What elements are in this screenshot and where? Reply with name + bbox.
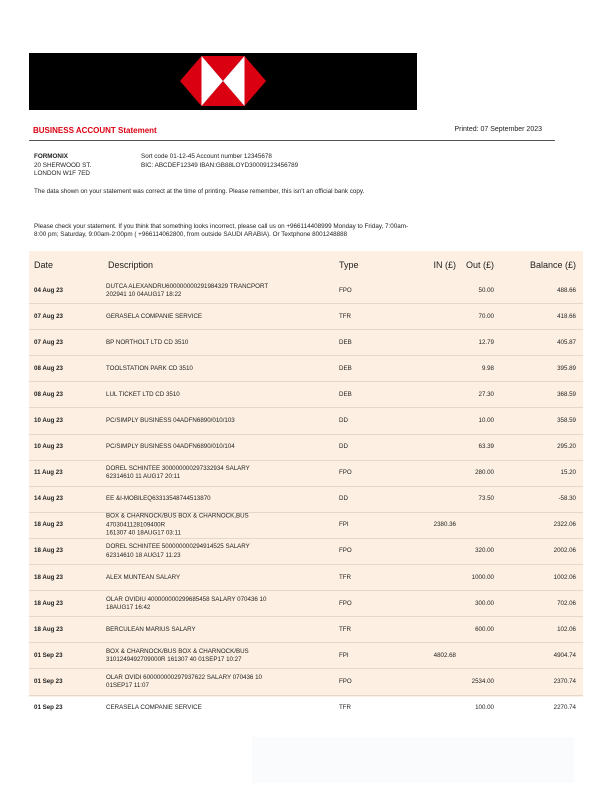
out-cell: 1000.00	[471, 573, 494, 581]
description-cell: PC/SIMPLY BUSINESS 04ADFN6890/010/103	[106, 416, 235, 424]
check-notice-line-2: 8:00 pm; Saturday, 9:00am-2:00pm ( +966114062800, from outside SAUDI ARABIA). Or Textphone 8001248888	[34, 231, 348, 239]
statement-header	[33, 126, 554, 140]
description-cell: EE &I-MOBILEQ63313548744513870	[106, 495, 211, 503]
type-cell: FPO	[339, 469, 352, 477]
date-cell: 04 Aug 23	[34, 286, 64, 294]
balance-cell: 295.20	[557, 443, 576, 451]
balance-cell: 2322.06	[553, 521, 576, 529]
balance-cell: 2002.06	[553, 547, 576, 555]
transactions-table	[29, 251, 583, 711]
table-row	[29, 278, 583, 303]
balance-cell: 102.06	[557, 625, 576, 633]
balance-cell: 2370.74	[553, 677, 576, 685]
header-in: IN (£)	[433, 260, 456, 270]
description-cell: LUL TICKET LTD CD 3510	[106, 390, 180, 398]
description-cell: BOX & CHARNOCK/BUS BOX & CHARNOCK,BUS 4703041128109400R 161307 40 18AUG17 03:11	[106, 513, 249, 537]
date-cell: 01 Sep 23	[34, 703, 63, 711]
bank-logo-banner	[29, 53, 417, 110]
out-cell: 27.30	[478, 390, 494, 398]
data-disclaimer: The data shown on your statement was correct at the time of printing. Please remember, this isn't an official bank copy.	[34, 188, 365, 195]
type-cell: DD	[339, 495, 348, 503]
table-row	[29, 303, 583, 329]
type-cell: DEB	[339, 390, 352, 398]
table-row	[29, 564, 583, 590]
date-cell: 18 Aug 23	[34, 521, 64, 529]
date-cell: 07 Aug 23	[34, 338, 64, 346]
balance-cell: 15.20	[560, 469, 576, 477]
check-notice-line-1: Please check your statement. If you think that something looks incorrect, please call us on +966114408999 Monday to Friday, 7:00am-	[34, 223, 409, 230]
table-row	[29, 590, 583, 616]
balance-cell: 2270.74	[553, 703, 576, 711]
balance-cell: 702.06	[557, 599, 576, 607]
date-cell: 01 Sep 23	[34, 651, 63, 659]
balance-cell: 418.66	[557, 312, 576, 320]
header-type: Type	[339, 260, 359, 270]
table-row	[29, 329, 583, 355]
table-row	[29, 512, 583, 538]
table-header	[29, 251, 583, 278]
out-cell: 280.00	[475, 469, 494, 477]
sort-code-account-number: Sort code 01-12-45 Account number 12345678	[141, 153, 272, 160]
printed-date: Printed: 07 September 2023	[454, 126, 542, 133]
description-cell: DOREL SCHINTEE 300000000297332934 SALARY 62314610 11 AUG17 20:11	[106, 465, 250, 481]
check-statement-notice	[34, 223, 454, 240]
description-cell: BOX & CHARNOCK/BUS BOX & CHARNOCK/BUS 3101249492709000R 161307 40 01SEP17 10:27	[106, 647, 249, 663]
out-cell: 73.50	[478, 495, 494, 503]
table-row	[29, 486, 583, 512]
balance-cell: 1002.06	[553, 573, 576, 581]
table-row	[29, 381, 583, 407]
balance-cell: -58.30	[558, 495, 576, 503]
header-date: Date	[34, 260, 54, 270]
out-cell: 9.98	[481, 364, 494, 372]
description-cell: DOREL SCHINTEE 500000000294914525 SALARY 62314610 18 AUG17 11:23	[106, 543, 250, 559]
redacted-area	[252, 737, 574, 783]
balance-cell: 405.87	[557, 338, 576, 346]
description-cell: GERASELA COMPANIE SERVICE	[106, 312, 203, 320]
type-cell: FPI	[339, 651, 349, 659]
date-cell: 18 Aug 23	[34, 599, 64, 607]
table-row	[29, 434, 583, 460]
table-row	[29, 642, 583, 668]
address-line-1: 20 SHERWOOD ST.	[34, 161, 92, 169]
description-cell: OLAR OVIDI 600000000297937622 SALARY 070436 10 01SEP17 11:07	[106, 673, 262, 689]
company-address	[34, 153, 91, 179]
date-cell: 18 Aug 23	[34, 547, 64, 555]
type-cell: DD	[339, 443, 348, 451]
date-cell: 08 Aug 23	[34, 364, 64, 372]
type-cell: DEB	[339, 364, 352, 372]
date-cell: 01 Sep 23	[34, 677, 63, 685]
table-row	[29, 668, 583, 694]
header-out: Out (£)	[465, 260, 494, 270]
description-cell: PC/SIMPLY BUSINESS 04ADFN6890/010/104	[106, 443, 235, 451]
in-cell: 2380.36	[433, 521, 456, 529]
date-cell: 07 Aug 23	[34, 312, 64, 320]
out-cell: 70.00	[478, 312, 494, 320]
type-cell: TFR	[339, 625, 352, 633]
hexagon-logo-icon	[180, 56, 266, 106]
date-cell: 11 Aug 23	[34, 469, 63, 477]
table-row	[29, 460, 583, 486]
table-row	[29, 695, 583, 721]
type-cell: FPO	[339, 547, 352, 555]
table-body	[29, 278, 583, 721]
type-cell: TFR	[339, 312, 352, 320]
balance-cell: 4904.74	[553, 651, 576, 659]
type-cell: FPO	[339, 286, 352, 294]
table-row	[29, 407, 583, 433]
date-cell: 18 Aug 23	[34, 625, 64, 633]
header-divider	[29, 140, 555, 141]
address-line-2: LONDON W1F 7ED	[34, 170, 90, 178]
type-cell: FPO	[339, 677, 352, 685]
table-row	[29, 538, 583, 564]
type-cell: TFR	[339, 573, 352, 581]
type-cell: TFR	[339, 703, 352, 711]
description-cell: BP NORTHOLT LTD CD 3510	[106, 338, 189, 346]
date-cell: 18 Aug 23	[34, 573, 64, 581]
table-row	[29, 355, 583, 381]
date-cell: 10 Aug 23	[34, 443, 64, 451]
out-cell: 10.00	[478, 416, 494, 424]
out-cell: 100.00	[475, 703, 494, 711]
out-cell: 300.00	[475, 599, 494, 607]
description-cell: BERCULEAN MARIUS SALARY	[106, 625, 196, 633]
balance-cell: 488.66	[557, 286, 576, 294]
description-cell: OLAR OVIDIU 400000000299685458 SALARY 070436 10 18AUG17 16:42	[106, 595, 267, 611]
out-cell: 2534.00	[471, 677, 494, 685]
out-cell: 12.79	[478, 338, 494, 346]
description-cell: CERASELA COMPANIE SERVICE	[106, 703, 202, 711]
type-cell: DD	[339, 416, 348, 424]
out-cell: 63.39	[478, 443, 494, 451]
out-cell: 600.00	[475, 625, 494, 633]
description-cell: TOOLSTATION PARK CD 3510	[106, 364, 193, 372]
type-cell: FPI	[339, 521, 349, 529]
account-details	[141, 153, 298, 170]
company-name: FORMONIX	[34, 153, 68, 160]
out-cell: 320.00	[475, 547, 494, 555]
date-cell: 10 Aug 23	[34, 416, 64, 424]
header-description: Description	[108, 260, 154, 270]
header-balance: Balance (£)	[529, 260, 576, 270]
description-cell: ALEX MUNTEAN SALARY	[106, 573, 181, 581]
balance-cell: 358.59	[557, 416, 576, 424]
type-cell: FPO	[339, 599, 352, 607]
balance-cell: 368.59	[557, 390, 576, 398]
in-cell: 4802.68	[433, 651, 456, 659]
type-cell: DEB	[339, 338, 352, 346]
date-cell: 08 Aug 23	[34, 390, 64, 398]
out-cell: 50.00	[478, 286, 494, 294]
bic-iban: BIC: ABCDEF12349 IBAN:GB88LOYD30009123456789	[141, 161, 299, 169]
balance-cell: 395.89	[557, 364, 576, 372]
table-row	[29, 616, 583, 642]
description-cell: DUTCA ALEXANDRU600000000291984329 TRANCPORT 202941 10 04AUG17 18:22	[106, 282, 269, 298]
date-cell: 14 Aug 23	[34, 495, 64, 503]
statement-title: BUSINESS ACCOUNT Statement	[33, 126, 157, 135]
